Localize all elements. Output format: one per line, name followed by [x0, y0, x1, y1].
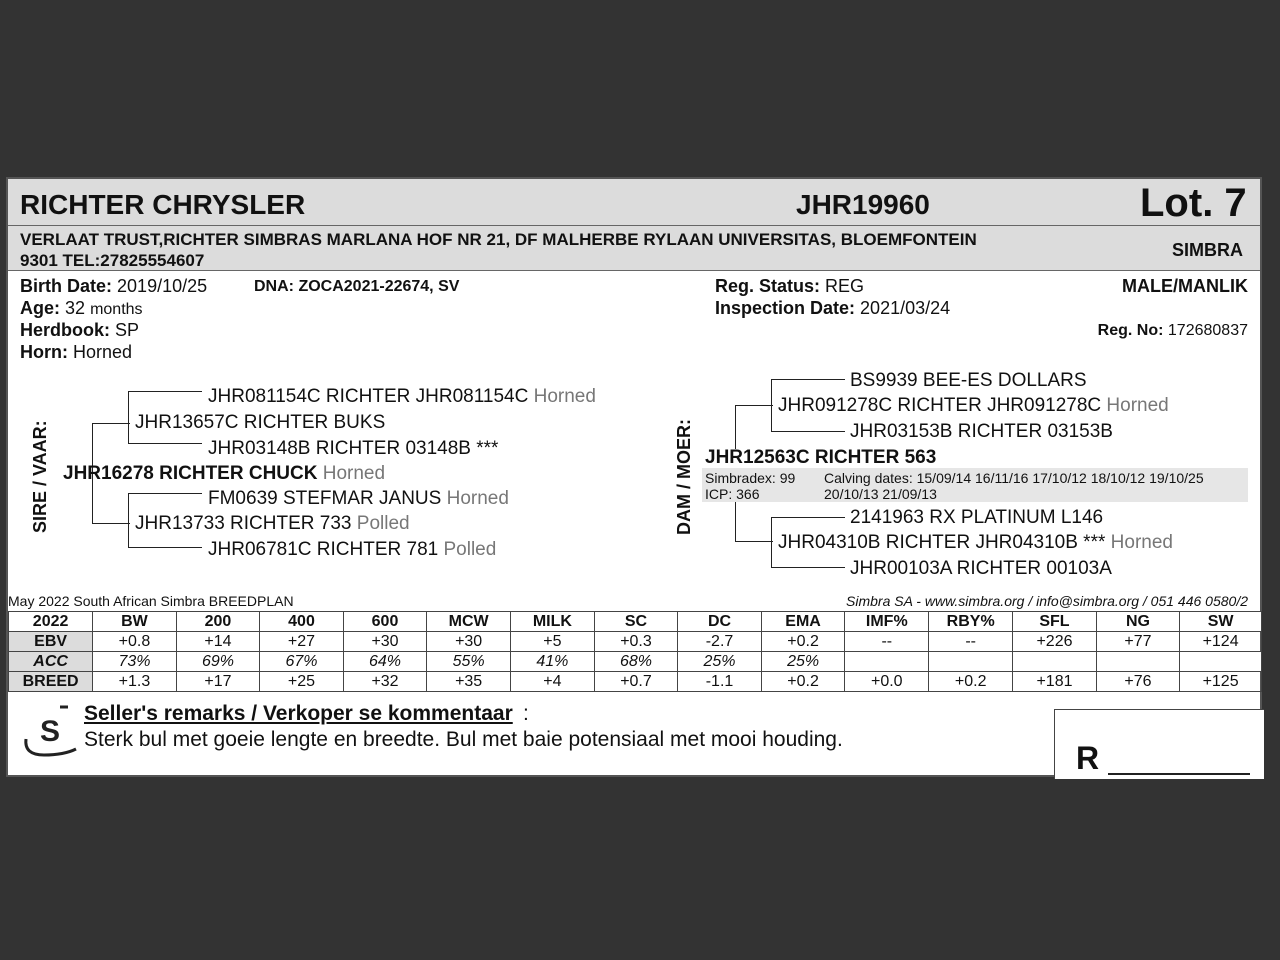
ebv-row [9, 632, 1262, 652]
sire-side-label: SIRE / VAAR: [30, 420, 50, 533]
sire-sire-sire: JHR081154C RICHTER JHR081154C Horned [208, 386, 596, 407]
table-cell: +4 [511, 672, 595, 692]
table-cell: +32 [343, 672, 427, 692]
lot-number: Lot. 7 [1140, 181, 1247, 225]
table-cell: SW [1180, 612, 1262, 632]
table-cell: 69% [176, 652, 260, 672]
table-cell: IMF% [845, 612, 929, 632]
table-cell: 64% [343, 652, 427, 672]
table-cell: 68% [594, 652, 678, 672]
remarks-text: Sterk bul met goeie lengte en breedte. Bul met baie potensiaal met mooi houding. [84, 728, 843, 751]
reg-status: Reg. Status: REG [715, 276, 865, 296]
table-cell: +27 [260, 632, 344, 652]
table-cell: +0.2 [761, 672, 845, 692]
table-cell: +35 [427, 672, 511, 692]
table-cell: BREED [9, 672, 93, 692]
table-cell [929, 652, 1013, 672]
table-cell: +25 [260, 672, 344, 692]
calving-dates-1: Calving dates: 15/09/14 16/11/16 17/10/12 18/10/12 19/10/25 [824, 470, 1204, 486]
table-cell: 25% [678, 652, 762, 672]
simbra-s-logo-icon [20, 701, 84, 761]
table-cell: 200 [176, 612, 260, 632]
birth-date: Birth Date: 2019/10/25 [20, 276, 208, 296]
table-cell [1180, 652, 1262, 672]
breed-name: SIMBRA [1172, 240, 1243, 260]
sire-sire: JHR13657C RICHTER BUKS [135, 412, 386, 433]
sire-name: JHR16278 RICHTER CHUCK Horned [63, 463, 386, 484]
table-cell: 2022 [9, 612, 93, 632]
sex: MALE/MANLIK [1122, 276, 1248, 296]
age: Age: 32 months [20, 298, 143, 318]
dam-sire-dam: JHR03153B RICHTER 03153B [850, 421, 1113, 442]
table-cell: 41% [511, 652, 595, 672]
herdbook: Herdbook: SP [20, 320, 140, 340]
lot-card [6, 177, 1262, 777]
inspection-date: Inspection Date: 2021/03/24 [715, 298, 951, 318]
table-cell: +76 [1096, 672, 1179, 692]
table-cell: 55% [427, 652, 511, 672]
table-cell: BW [93, 612, 177, 632]
acc-row [9, 652, 1262, 672]
table-cell: +5 [511, 632, 595, 652]
table-cell: EBV [9, 632, 93, 652]
price-label: R [1076, 740, 1100, 776]
table-cell: -- [845, 632, 929, 652]
animal-name: RICHTER CHRYSLER [20, 189, 306, 220]
table-cell [845, 652, 929, 672]
table-cell: 67% [260, 652, 344, 672]
table-cell: +181 [1013, 672, 1097, 692]
icp: ICP: 366 [705, 486, 760, 502]
dam-dam: JHR04310B RICHTER JHR04310B *** Horned [778, 532, 1173, 553]
table-cell: +30 [427, 632, 511, 652]
owner-row [8, 226, 1260, 271]
table-cell: +1.3 [93, 672, 177, 692]
logo-glyph: S [40, 715, 61, 748]
table-cell [1096, 652, 1179, 672]
sire-dam-dam: JHR06781C RICHTER 781 Polled [208, 539, 497, 560]
dam-sire: JHR091278C RICHTER JHR091278C Horned [778, 395, 1169, 416]
card-header [8, 179, 1260, 226]
dam-name: JHR12563C RICHTER 563 [705, 447, 937, 468]
remarks-title: Seller's remarks / Verkoper se kommentaar [84, 702, 513, 725]
table-cell: +0.0 [845, 672, 929, 692]
table-cell: NG [1096, 612, 1179, 632]
reg-number: Reg. No: 172680837 [1097, 322, 1248, 339]
table-cell: +77 [1096, 632, 1179, 652]
table-cell: +17 [176, 672, 260, 692]
dam-side-label: DAM / MOER: [674, 419, 694, 535]
table-cell: 73% [93, 652, 177, 672]
dam-dam-dam: JHR00103A RICHTER 00103A [850, 558, 1112, 579]
table-cell: +226 [1013, 632, 1097, 652]
table-cell: RBY% [929, 612, 1013, 632]
table-cell: MILK [511, 612, 595, 632]
table-cell: +0.8 [93, 632, 177, 652]
table-cell: +30 [343, 632, 427, 652]
table-cell: MCW [427, 612, 511, 632]
table-cell: -2.7 [678, 632, 762, 652]
table-cell: -- [929, 632, 1013, 652]
calving-dates-2: 20/10/13 21/09/13 [824, 486, 937, 502]
owner-line-2: 9301 TEL:27825554607 [20, 251, 205, 270]
table-cell: +0.2 [929, 672, 1013, 692]
table-cell [1013, 652, 1097, 672]
sire-dam: JHR13733 RICHTER 733 Polled [135, 513, 410, 534]
owner-line-1: VERLAAT TRUST,RICHTER SIMBRAS MARLANA HOF NR 21, DF MALHERBE RYLAAN UNIVERSITAS, BLOEMFONTEIN [20, 230, 977, 249]
table-cell: +125 [1180, 672, 1262, 692]
table-cell: +0.2 [761, 632, 845, 652]
table-cell: DC [678, 612, 762, 632]
owner-address [20, 229, 977, 271]
table-cell: -1.1 [678, 672, 762, 692]
table-cell: SC [594, 612, 678, 632]
simbra-contact: Simbra SA - www.simbra.org / info@simbra.org / 051 446 0580/2 [846, 593, 1248, 609]
table-cell: EMA [761, 612, 845, 632]
price-line[interactable] [1108, 773, 1250, 775]
table-cell: +0.7 [594, 672, 678, 692]
ebv-header-row [9, 612, 1262, 632]
dna-info: DNA: ZOCA2021-22674, SV [254, 278, 460, 295]
table-cell: 600 [343, 612, 427, 632]
table-cell: SFL [1013, 612, 1097, 632]
breed-avg-row [9, 672, 1262, 692]
ebv-table [8, 611, 1262, 692]
dam-sire-sire: BS9939 BEE-ES DOLLARS [850, 370, 1087, 391]
breedplan-caption: May 2022 South African Simbra BREEDPLAN [8, 593, 294, 609]
table-cell: 400 [260, 612, 344, 632]
simbradex: Simbradex: 99 [705, 470, 796, 486]
table-cell: 25% [761, 652, 845, 672]
table-cell: +124 [1180, 632, 1262, 652]
remarks-colon: : [523, 702, 529, 725]
table-cell: +14 [176, 632, 260, 652]
sire-sire-dam: JHR03148B RICHTER 03148B *** [208, 438, 499, 459]
dam-dam-sire: 2141963 RX PLATINUM L146 [850, 507, 1104, 528]
animal-reg-id: JHR19960 [796, 189, 930, 220]
table-cell: +0.3 [594, 632, 678, 652]
sire-dam-sire: FM0639 STEFMAR JANUS Horned [208, 488, 509, 509]
horn-status: Horn: Horned [20, 342, 133, 362]
table-cell: ACC [9, 652, 93, 672]
